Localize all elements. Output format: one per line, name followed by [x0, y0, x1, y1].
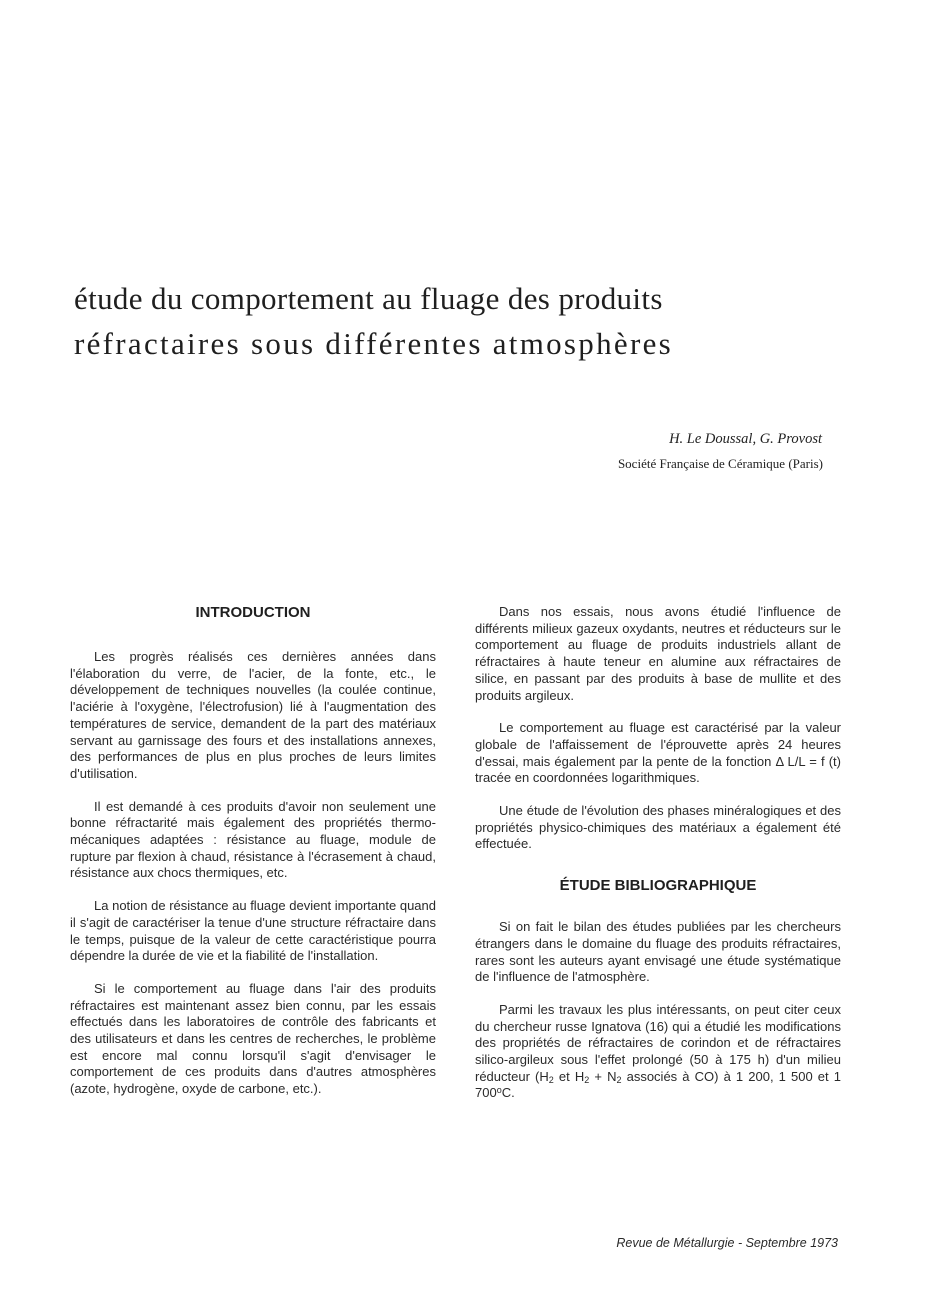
- intro-paragraph-4: Si le comportement au fluage dans l'air des produits réfractaires est maintenant assez bien connu, par les essais effectués dans les laboratoires de contrôle des fabricants et des utilisateurs et dans les centres de recherches, le problème est encore mal connu lorsqu'il s'agit d'envisager le comportement de ces produits dans d'autres atmosphères (azote, hydrogène, oxyde de carbone, etc.).: [70, 980, 436, 1097]
- subscript-2: 2: [548, 1074, 554, 1085]
- article-title-line-2: réfractaires sous différentes atmosphères: [74, 326, 673, 361]
- introduction-heading: INTRODUCTION: [195, 604, 311, 621]
- bibliographie-paragraph-2: [475, 1002, 841, 1102]
- essais-paragraph-1: Dans nos essais, nous avons étudié l'influence de différents milieux gazeux oxydants, neutres et réducteurs sur le comportement au fluage de produits industriels allant de réfractaires à haute teneur en alumine aux réfractaires de silice, en passant par des produits à base de mullite et des produits argileux.: [475, 604, 841, 703]
- subscript-2: 2: [584, 1074, 590, 1085]
- essais-paragraph-2: Le comportement au fluage est caractérisé par la valeur globale de l'affaissement de l'éprouvette après 24 heures d'essai, mais également par la pente de la fonction Δ L/L = f (t) tracée en coordonnées logarithmiques.: [475, 720, 841, 786]
- article-title-line-1: étude du comportement au fluage des produits: [74, 281, 663, 316]
- bib-p2-text-c: + N: [589, 1068, 617, 1084]
- bibliographie-paragraph-1: Si on fait le bilan des études publiées par les chercheurs étrangers dans le domaine du fluage des produits réfractaires, rares sont les auteurs ayant envisagé une étude systématique de l'influence de l'atmosphère.: [475, 919, 841, 985]
- bib-p2-text-b: et H: [553, 1068, 585, 1084]
- intro-paragraph-1: Les progrès réalisés ces dernières années dans l'élaboration du verre, de l'acier, de la fonte, etc., le développement de techniques nouvelles (la coulée continue, l'aciérie à l'oxygène, l'électrofusion) lié à l'augmentation des températures de service, demandent de la part des matériaux servant au garnissage des fours et des installations annexes, des performances de plus en plus proches de leurs limites d'utilisation.: [70, 649, 436, 781]
- bibliographie-heading: ÉTUDE BIBLIOGRAPHIQUE: [559, 877, 757, 895]
- journal-footer: Revue de Métallurgie - Septembre 1973: [616, 1236, 838, 1250]
- intro-paragraph-2: Il est demandé à ces produits d'avoir non seulement une bonne réfractarité mais également des propriétés thermo-mécaniques adaptées : résistance au fluage, module de rupture par flexion à chaud, résistance à l'écrasement à chaud, résistance aux chocs thermiques, etc.: [70, 798, 436, 881]
- right-column: [475, 604, 841, 1118]
- bib-p2-text-e: C.: [501, 1085, 515, 1101]
- degree-superscript: o: [496, 1085, 502, 1096]
- essais-paragraph-3: Une étude de l'évolution des phases minéralogiques et des propriétés physico-chimiques des matériaux a également été effectuée.: [475, 803, 841, 852]
- bib-p2-text-a: Parmi les travaux les plus intéressants, on peut citer ceux du chercheur russe Ignatova (16) qui a étudié les modifications des propriétés de réfractaires de corindon et de réfractaires silico-argileux sous l'effet prolongé (50 à 175 h) d'un milieu réducteur (H: [475, 1001, 841, 1084]
- left-column: [70, 604, 436, 1114]
- affiliation: Société Française de Céramique (Paris): [617, 456, 823, 471]
- bib-p2-text-d: associés à CO) à 1 200, 1 500 et 1 700: [475, 1068, 841, 1101]
- intro-paragraph-3: La notion de résistance au fluage devient importante quand il s'agit de caractériser la tenue d'une structure réfractaire dans le temps, puisque de la valeur de cette caractéristique pourra dépendre la durée de vie et la fiabilité de l'installation.: [70, 898, 436, 964]
- authors: H. Le Doussal, G. Provost: [669, 431, 822, 447]
- subscript-2: 2: [616, 1074, 622, 1085]
- article-title: [74, 276, 874, 366]
